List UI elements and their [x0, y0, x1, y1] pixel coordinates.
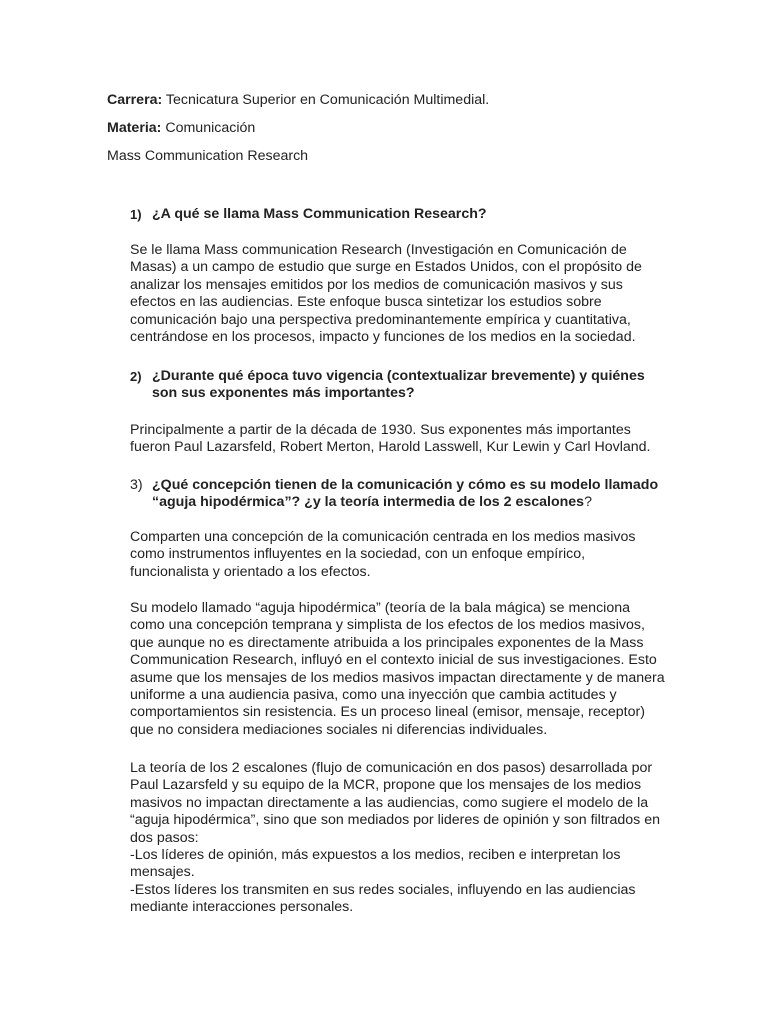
question-3 [130, 477, 670, 512]
answer-line: -Estos líderes los transmiten en sus redes sociales, influyendo en las audiencias [130, 881, 636, 898]
answer-line: “aguja hipodérmica”, sino que son mediados por lideres de opinión y son filtrados en [130, 812, 660, 829]
question-1-text [152, 206, 670, 223]
answer-line: como una concepción temprana y simplista de los efectos de los medios masivos, [130, 617, 645, 634]
answer-3-escalones [130, 760, 670, 917]
answer-line: Principalmente a partir de la década de 1930. Sus exponentes más importantes [130, 422, 631, 438]
answer-line: Paul Lazarsfeld y su equipo de la MCR, propone que los mensajes de los medios [130, 777, 642, 794]
subject-title: Mass Communication Research [107, 148, 309, 164]
question-line-tail: ? [584, 494, 592, 511]
question-3-number: 3) [130, 477, 143, 493]
answer-line: Se le llama Mass communication Research (Investigación en Comunicación de [130, 242, 627, 258]
answer-line: uniforme a una audiencia pasiva, como una inyección que cambia actitudes y [130, 687, 617, 704]
answer-line: Comparten una concepción de la comunicación centrada en los medios masivos [130, 529, 636, 545]
answer-line: que aunque no es directamente atribuida a los principales exponentes de la Mass [130, 634, 644, 651]
question-2-number: 2) [130, 369, 142, 384]
answer-line: comunicación bajo una perspectiva predominantemente empírica y cuantitativa, [130, 311, 631, 328]
question-1 [130, 206, 670, 223]
question-2 [130, 368, 670, 403]
answer-line: como instrumentos influyentes en la sociedad, con un enfoque empírico, [130, 546, 586, 563]
answer-line: mensajes. [130, 864, 195, 881]
answer-1 [130, 242, 670, 346]
question-line [152, 494, 670, 511]
answer-line: que no considera mediaciones sociales ni diferencias individuales. [130, 721, 548, 738]
answer-line: dos pasos: [130, 829, 199, 846]
question-line-bold: “aguja hipodérmica”? ¿y la teoría intermedia de los 2 escalones [152, 494, 585, 511]
question-line: ¿Durante qué época tuvo vigencia (contextualizar brevemente) y quiénes [152, 368, 645, 384]
carrera-value: Tecnicatura Superior en Comunicación Multimedial. [162, 92, 490, 108]
question-1-number: 1) [130, 207, 142, 222]
answer-line: comportamientos sin resistencia. Es un proceso lineal (emisor, mensaje, receptor) [130, 704, 645, 721]
answer-line: La teoría de los 2 escalones (flujo de comunicación en dos pasos) desarrollada por [130, 760, 653, 776]
answer-line: fueron Paul Lazarsfeld, Robert Merton, Harold Lasswell, Kur Lewin y Carl Hovland. [130, 439, 651, 456]
materia-line [107, 120, 255, 137]
answer-line: centrándose en los procesos, impacto y funciones de los medios en la sociedad. [130, 329, 636, 346]
question-line: son sus exponentes más importantes? [152, 385, 415, 402]
question-line: ¿A qué se llama Mass Communication Research? [152, 206, 487, 222]
answer-line: funcionalista y orientado a los efectos. [130, 563, 371, 580]
answer-line: Masas) a un campo de estudio que surge en Estados Unidos, con el propósito de [130, 259, 642, 276]
carrera-label: Carrera: [107, 92, 163, 108]
answer-3-concepcion [130, 529, 670, 581]
carrera-line [107, 92, 489, 109]
answer-line: mediante interacciones personales. [130, 899, 354, 916]
answer-line: analizar los mensajes emitidos por los medios de comunicación masivos y sus [130, 276, 623, 293]
answer-line: efectos en las audiencias. Este enfoque busca sintetizar los estudios sobre [130, 294, 602, 311]
materia-value: Comunicación [161, 120, 256, 136]
answer-2 [130, 422, 670, 457]
answer-line: Communication Research, influyó en el contexto inicial de sus investigaciones. Esto [130, 652, 657, 669]
question-3-text [152, 477, 670, 512]
question-2-text [152, 368, 670, 403]
answer-3-aguja [130, 600, 670, 739]
answer-line: asume que los mensajes de los medios masivos impactan directamente y de manera [130, 669, 665, 686]
answer-line: -Los líderes de opinión, más expuestos a los medios, reciben e interpretan los [130, 847, 621, 864]
materia-label: Materia: [107, 120, 162, 136]
question-line: ¿Qué concepción tienen de la comunicación y cómo es su modelo llamado [152, 477, 659, 493]
answer-line: Su modelo llamado “aguja hipodérmica” (teoría de la bala mágica) se menciona [130, 600, 630, 616]
answer-line: masivos no impactan directamente a las audiencias, como sugiere el modelo de la [130, 794, 649, 811]
